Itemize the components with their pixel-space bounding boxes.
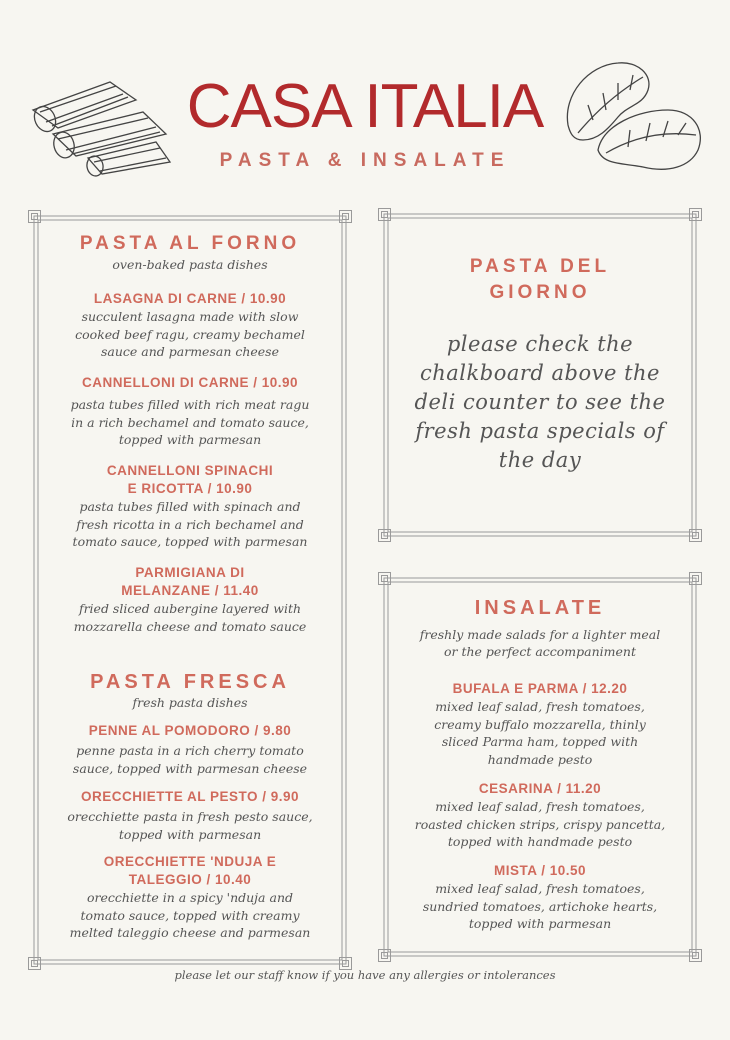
pasta-del-giorno-section — [378, 254, 702, 306]
item-name: ORECCHIETTE 'NDUJA E TALEGGIO / 10.40 — [103, 854, 277, 887]
item-desc-line: cooked beef ragu, creamy bechamel — [75, 326, 305, 342]
item-desc-line: orecchiette pasta in fresh pesto sauce, — [67, 809, 313, 824]
menu-item — [378, 862, 702, 933]
item-name: PENNE AL POMODORO / 9.80 — [88, 723, 292, 738]
insalate-panel — [378, 572, 702, 962]
menu-item — [28, 462, 352, 551]
item-desc-line: in a rich bechamel and tomato sauce, — [71, 414, 309, 430]
penne-pasta-icon — [28, 72, 178, 177]
item-desc-line: mixed leaf salad, fresh tomatoes, — [435, 799, 645, 814]
item-desc-line: topped with parmesan — [118, 826, 262, 842]
menu-item — [28, 853, 352, 942]
item-name: CANNELLONI SPINACHI E RICOTTA / 10.90 — [106, 463, 274, 496]
giorno-text-line: deli counter to see the — [414, 390, 666, 414]
pasta-del-giorno-panel — [378, 208, 702, 542]
item-desc-line: topped with handmade pesto — [447, 834, 633, 849]
item-name: ORECCHIETTE AL PESTO / 9.90 — [80, 789, 300, 804]
item-name: BUFALA E PARMA / 12.20 — [452, 681, 628, 696]
giorno-text-line: please check the — [446, 332, 634, 356]
section-title: PASTA FRESCA — [90, 671, 290, 693]
item-name: CESARINA / 11.20 — [478, 781, 602, 796]
item-desc-line: sundried tomatoes, artichoke hearts, — [422, 898, 658, 914]
item-desc-line: tomato sauce, topped with parmesan — [72, 534, 308, 549]
section-title: INSALATE — [474, 597, 606, 619]
section-title: PASTA AL FORNO — [79, 233, 301, 254]
item-name: CANNELLONI DI CARNE / 10.90 — [81, 375, 299, 390]
left-menu-panel — [28, 210, 352, 970]
item-desc-line: creamy buffalo mozzarella, thinly — [434, 716, 646, 732]
item-name: LASAGNA DI CARNE / 10.90 — [93, 291, 287, 306]
section-title: PASTA DEL GIORNO — [469, 256, 611, 303]
item-desc-line: penne pasta in a rich cherry tomato — [76, 743, 304, 758]
menu-item — [28, 564, 352, 635]
item-desc-line: tomato sauce, topped with creamy — [80, 907, 300, 923]
giorno-text-line: chalkboard above the — [420, 361, 660, 385]
page-subtitle: PASTA & INSALATE — [219, 150, 511, 171]
item-desc-line: sauce, topped with parmesan cheese — [72, 760, 308, 776]
menu-item — [28, 290, 352, 361]
item-desc-line: pasta tubes filled with rich meat ragu — [70, 397, 310, 412]
section-subtitle: oven-baked pasta dishes — [112, 257, 268, 272]
item-name: PARMIGIANA DI MELANZANE / 11.40 — [121, 565, 259, 598]
item-desc-line: orecchiette in a spicy 'nduja and — [86, 890, 293, 905]
giorno-text-line: fresh pasta specials of — [415, 419, 665, 443]
item-desc-line: mixed leaf salad, fresh tomatoes, — [435, 881, 645, 896]
item-desc-line: topped with parmesan — [468, 916, 612, 931]
insalate-section — [378, 596, 702, 660]
item-desc-line: mozzarella cheese and tomato sauce — [73, 618, 307, 634]
section-subtitle-line: freshly made salads for a lighter meal — [419, 627, 661, 642]
item-name: MISTA / 10.50 — [493, 863, 587, 878]
allergy-note: please let our staff know if you have any allergies or intolerances — [174, 968, 556, 982]
menu-item — [378, 780, 702, 851]
pasta-al-forno-section — [28, 232, 352, 273]
item-desc-line: mixed leaf salad, fresh tomatoes, — [435, 699, 645, 714]
pasta-fresca-section — [28, 670, 352, 711]
lettuce-leaves-icon — [558, 55, 708, 180]
item-desc-line: topped with parmesan — [118, 432, 262, 447]
menu-item — [28, 788, 352, 843]
pasta-del-giorno-text — [378, 330, 702, 475]
giorno-text-line: the day — [498, 448, 582, 472]
item-desc-line: roasted chicken strips, crispy pancetta, — [414, 816, 666, 832]
item-desc-line: fried sliced aubergine layered with — [78, 601, 302, 616]
item-desc-line: melted taleggio cheese and parmesan — [69, 925, 311, 940]
page-title: CASA ITALIA — [186, 72, 544, 141]
menu-item — [28, 722, 352, 777]
item-desc-line: pasta tubes filled with spinach and — [79, 499, 301, 514]
item-desc-line: sauce and parmesan cheese — [101, 344, 279, 359]
item-desc-line: fresh ricotta in a rich bechamel and — [76, 516, 304, 532]
item-desc-line: sliced Parma ham, topped with — [441, 734, 639, 749]
section-subtitle-line: or the perfect accompaniment — [444, 644, 636, 659]
menu-item — [378, 680, 702, 768]
section-subtitle: fresh pasta dishes — [132, 695, 248, 710]
menu-item — [28, 374, 352, 449]
item-desc-line: handmade pesto — [487, 751, 593, 767]
item-desc-line: succulent lasagna made with slow — [81, 309, 299, 324]
